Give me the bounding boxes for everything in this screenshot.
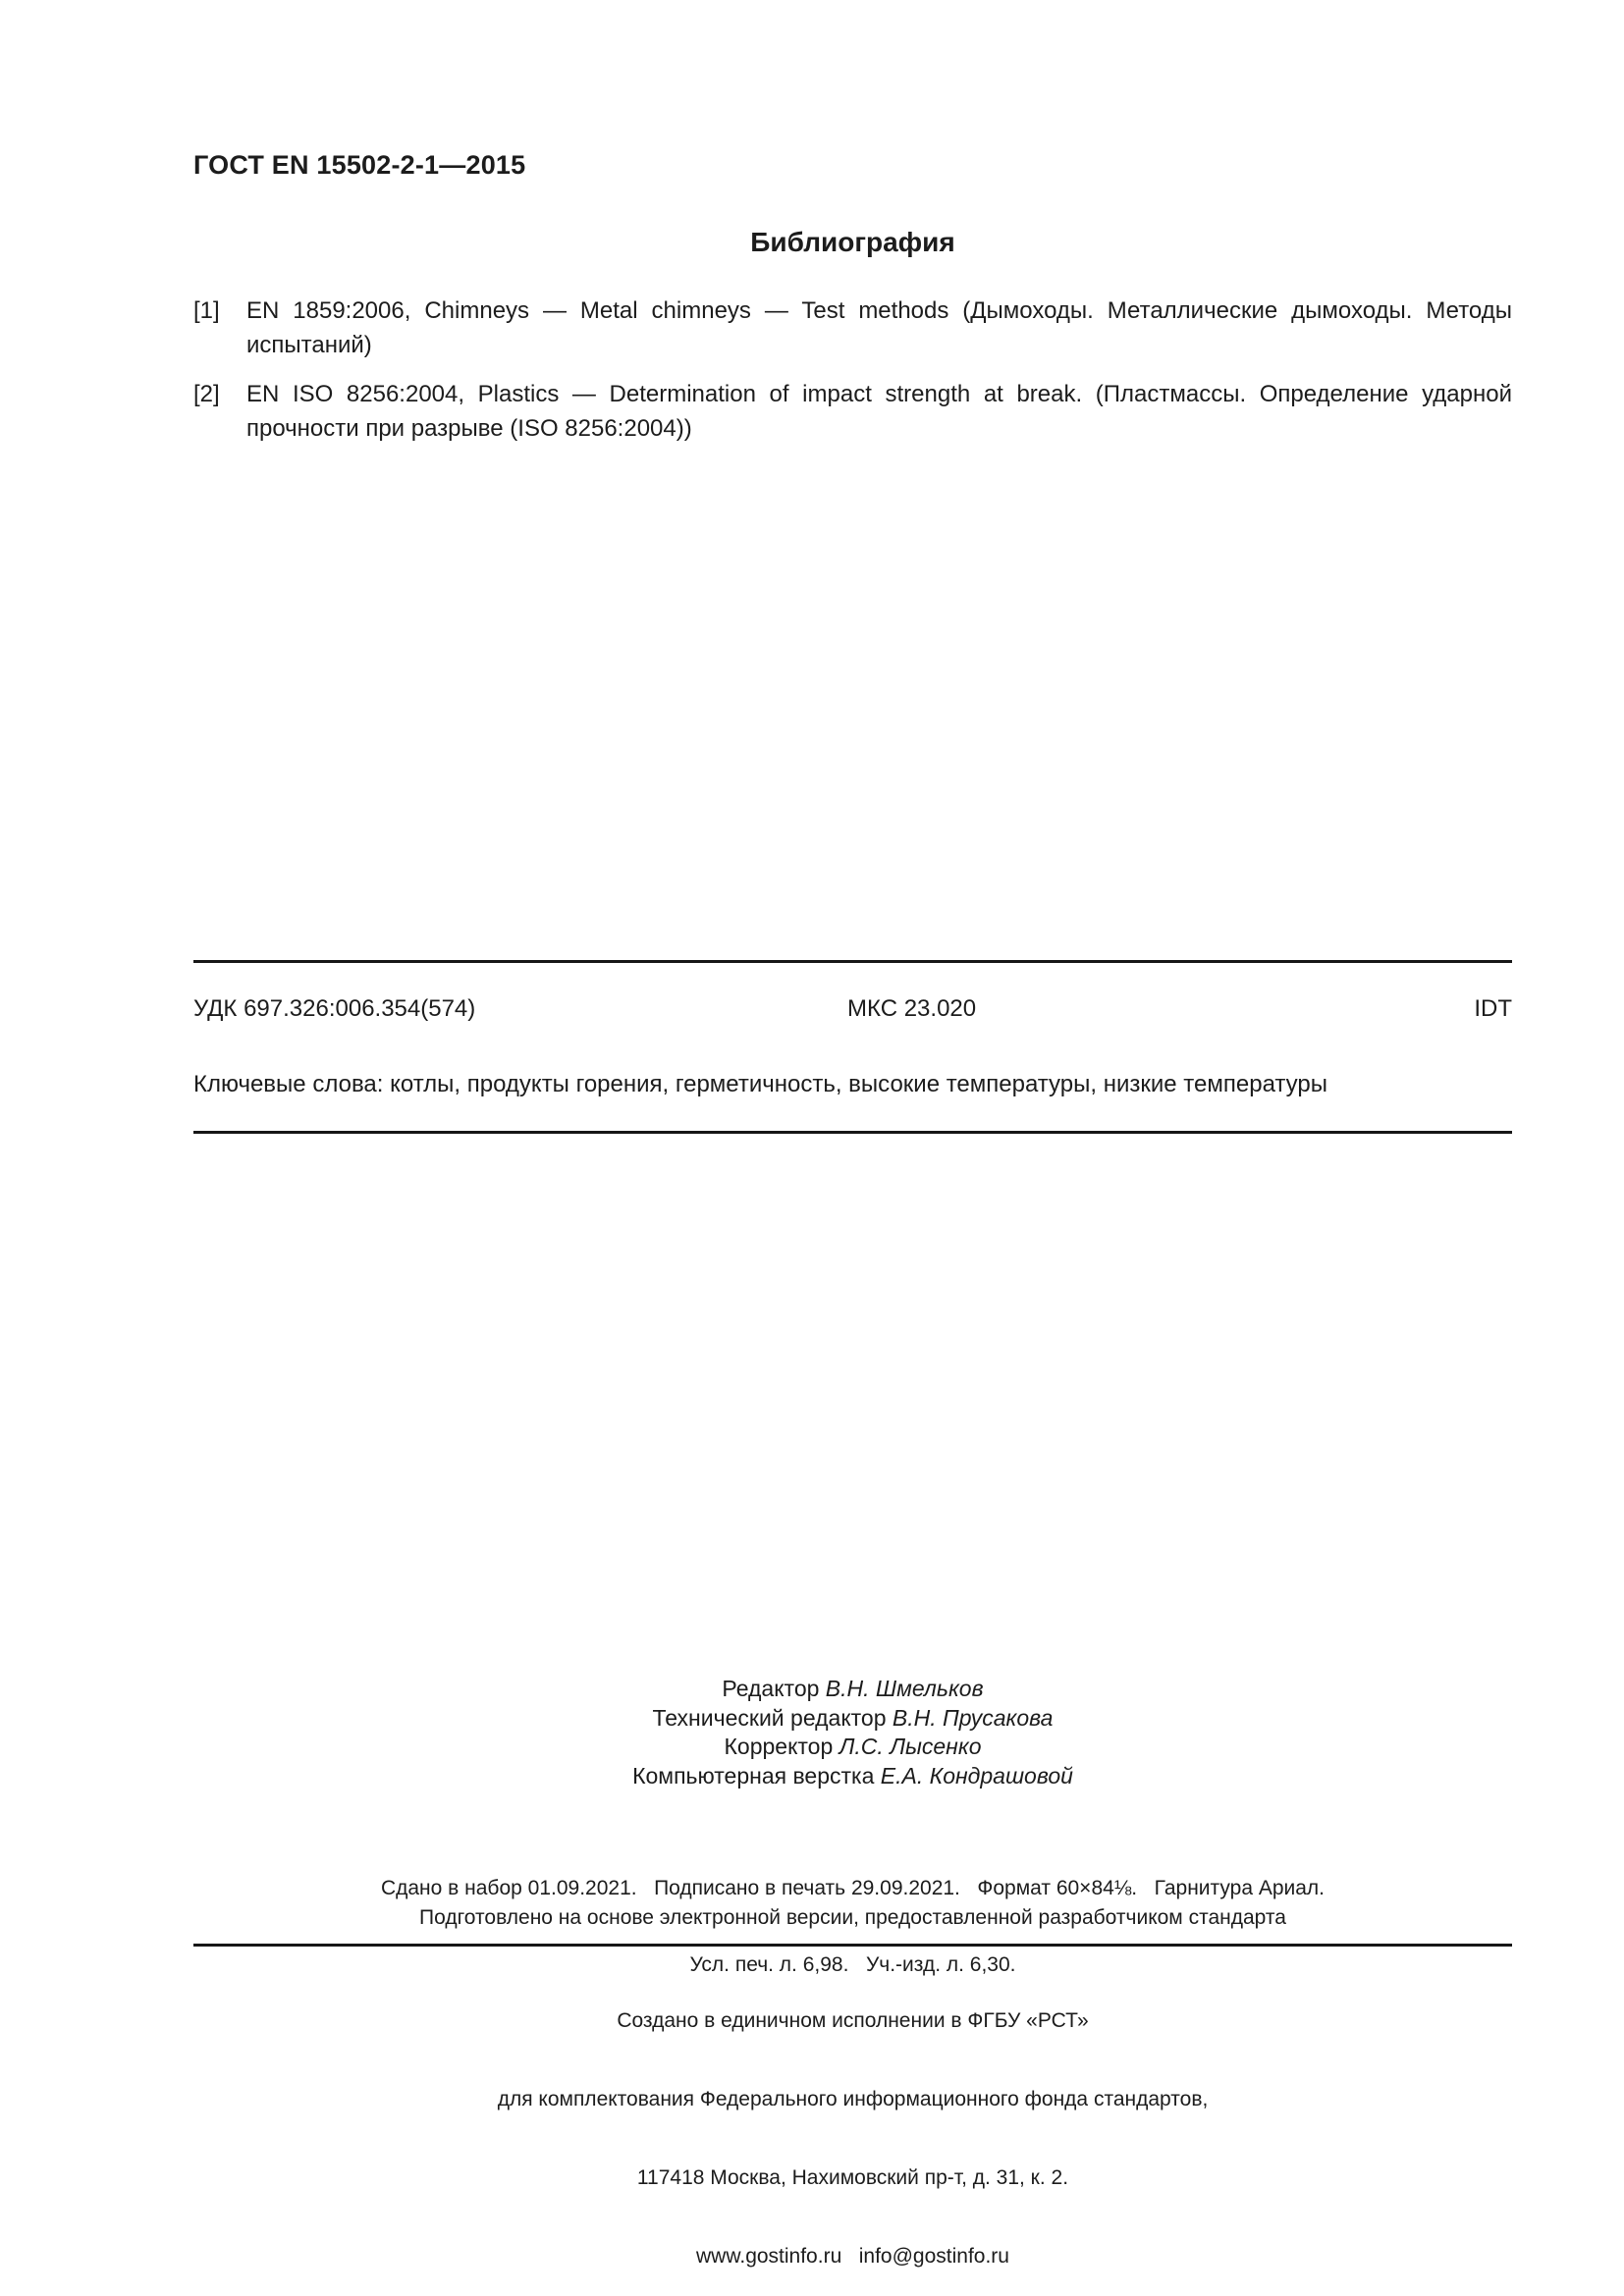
bibliography-item [193,377,1512,446]
reference-text [193,377,1512,446]
classification-row [193,995,1512,1027]
horizontal-rule [193,960,1512,963]
publisher-line: 117418 Москва, Нахимовский пр-т, д. 31, к. 2. [636,2165,1069,2189]
credit-role: Редактор [722,1676,820,1701]
publisher-block [193,1956,1512,2296]
udk-code: УДК 697.326:006.354(574) [193,995,476,1022]
credit-line [193,1704,1512,1734]
keywords-line: Ключевые слова: котлы, продукты горения, герметичность, высокие температуры, низкие температуры [193,1071,1327,1097]
publisher-contacts: www.gostinfo.ru info@gostinfo.ru [696,2244,1009,2268]
credit-line [193,1762,1512,1791]
credit-name: Е.А. Кондрашовой [880,1763,1073,1789]
reference-marker: [2] [193,381,220,407]
reference-text-line: прочности при разрыве (ISO 8256:2004)) [246,415,692,442]
publisher-line: Создано в единичном исполнении в ФГБУ «РСТ» [617,2009,1089,2033]
reference-text-line: EN ISO 8256:2004, Plastics — Determination of impact strength at break. (Пластмассы. Определение ударной [246,381,1512,407]
credits-block [193,1675,1512,1791]
bibliography-item [193,294,1512,362]
credit-role: Технический редактор [652,1704,887,1731]
credit-name: В.Н. Шмельков [825,1676,984,1701]
credit-line [193,1675,1512,1704]
credit-line [193,1733,1512,1762]
imprint-line: Усл. печ. л. 6,98. Уч.-изд. л. 6,30. [689,1953,1016,1976]
horizontal-rule [193,1944,1512,1947]
credit-name: Л.С. Лысенко [839,1734,982,1760]
reference-text-line: EN 1859:2006, Chimneys — Metal chimneys — Test methods (Дымоходы. Металлические дымоходы. Методы [246,297,1512,324]
idt-label: IDT [1474,995,1512,1022]
credit-role: Компьютерная верстка [632,1763,875,1789]
horizontal-rule [193,1131,1512,1134]
reference-text [193,294,1512,362]
section-title-bibliography: Библиография [750,227,955,257]
credit-name: В.Н. Прусакова [892,1704,1054,1731]
imprint-line: Сдано в набор 01.09.2021. Подписано в печать 29.09.2021. Формат 60×84⅛. Гарнитура Ариал. [380,1877,1326,1899]
reference-marker: [1] [193,297,220,324]
credit-role: Корректор [724,1734,834,1760]
prepared-note: Подготовлено на основе электронной версии, предоставленной разработчиком стандарта [419,1906,1286,1929]
publisher-line: для комплектования Федерального информационного фонда стандартов, [497,2087,1209,2110]
document-code-header: ГОСТ EN 15502-2-1—2015 [193,150,526,180]
reference-text-line: испытаний) [246,332,372,358]
mks-code: МКС 23.020 [847,995,977,1022]
